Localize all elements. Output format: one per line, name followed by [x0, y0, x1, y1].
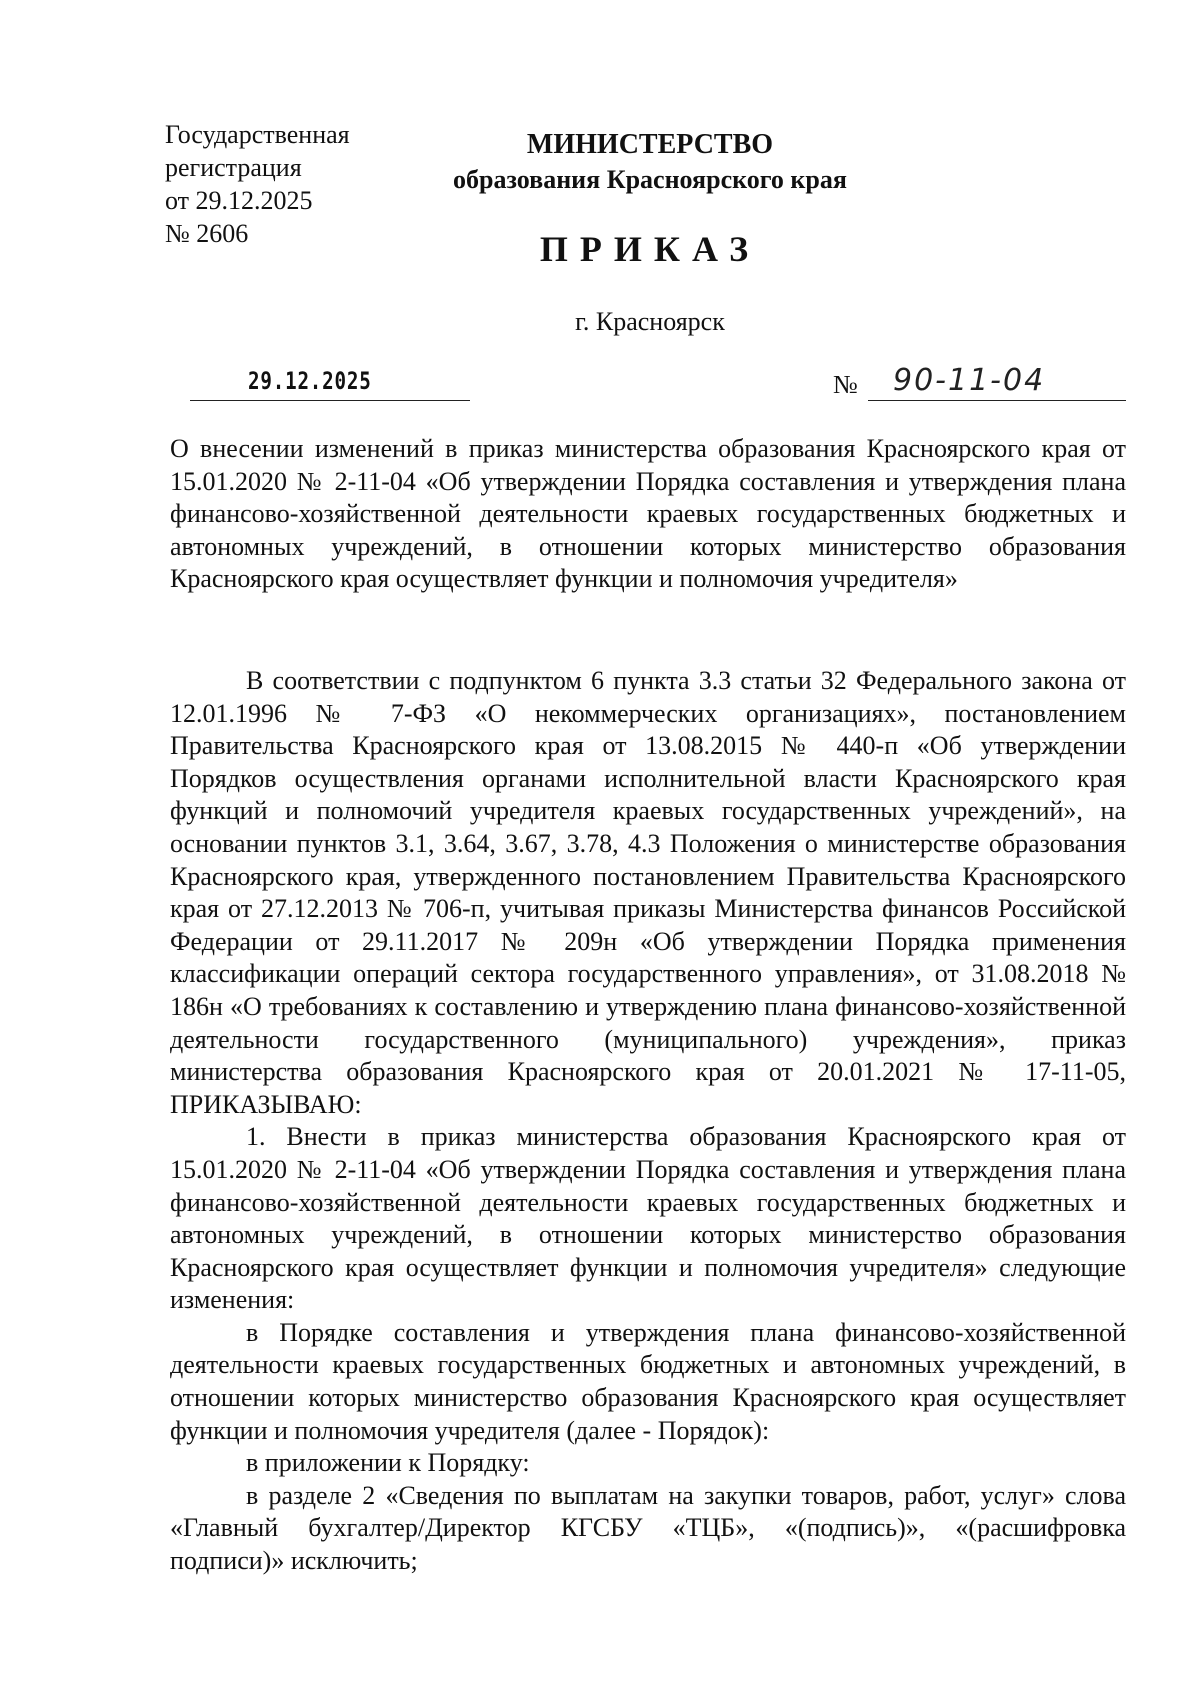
city: г. Красноярск [575, 307, 725, 336]
registration-line-2: регистрация [165, 153, 302, 182]
document-type: ПРИКАЗ [539, 229, 761, 269]
registration-line-1: Государственная [165, 120, 350, 149]
order-subject: О внесении изменений в приказ министерства образования Красноярского края от 15.01.2020 № 2-11-04 «Об утверждении Порядка составления и утверждения плана финансово-хозяйственной деятельности краевых государственных бюджетных и автономных учреждений, в отношении которых министерство образования Красноярского края осуществляет функции и полномочия учредителя» [170, 434, 1126, 594]
paragraph-procedure: в Порядке составления и утверждения плана финансово-хозяйственной деятельности краевых государственных бюджетных и автономных учреждений, в отношении которых министерство образования Красноярского края осуществляет функции и полномочия учредителя (далее - Порядок): [170, 1317, 1126, 1445]
registration-stamp [165, 118, 350, 250]
paragraph-section-2: в разделе 2 «Сведения по выплатам на закупки товаров, работ, услуг» слова «Главный бухгалтер/Директор КГСБУ «ТЦБ», «(подпись)», «(расшифровка подписи)» исключить; [170, 1480, 1126, 1576]
paragraph-item-1: 1. Внести в приказ министерства образования Красноярского края от 15.01.2020 № 2-11-04 «Об утверждении Порядка составления и утверждения плана финансово-хозяйственной деятельности краевых государственных бюджетных и автономных учреждений, в отношении которых министерство образования Красноярского края осуществляет функции и полномочия учредителя» следующие изменения: [170, 1122, 1126, 1315]
order-date-underline [190, 400, 470, 401]
ministry-subtitle: образования Красноярского края [453, 165, 847, 194]
paragraph-appendix: в приложении к Порядку: [246, 1448, 530, 1478]
paragraph-preamble: В соответствии с подпунктом 6 пункта 3.3 статьи 32 Федерального закона от 12.01.1996 № 7-ФЗ «О некоммерческих организациях», постановлением Правительства Красноярского края от 13.08.2015 № 440-п «Об утверждении Порядков осуществления органами исполнительной власти Красноярского края функций и полномочий учредителя краевых государственных учреждений», на основании пунктов 3.1, 3.64, 3.67, 3.78, 4.3 Положения о министерстве образования Красноярского края, утвержденного постановлением Правительства Красноярского края от 27.12.2013 № 706-п, учитывая приказы Министерства финансов Российской Федерации от 29.11.2017 № 209н «Об утверждении Порядка применения классификации операций сектора государственного управления», от 31.08.2018 № 186н «О требованиях к составлению и утверждению плана финансово-хозяйственной деятельности государственного (муниципального) учреждения», приказ министерства образования Красноярского края от 20.01.2021 № 17-11-05, ПРИКАЗЫВАЮ: [170, 666, 1126, 1119]
order-date: 29.12.2025 [248, 367, 372, 395]
order-body [170, 665, 1126, 1578]
order-number-underline [868, 400, 1126, 401]
order-number: 90-11-04 [893, 363, 1046, 398]
ministry-title: МИНИСТЕРСТВО [526, 129, 774, 160]
registration-number: № 2606 [165, 219, 249, 248]
registration-date: от 29.12.2025 [165, 186, 313, 215]
order-number-sign: № [833, 370, 858, 399]
